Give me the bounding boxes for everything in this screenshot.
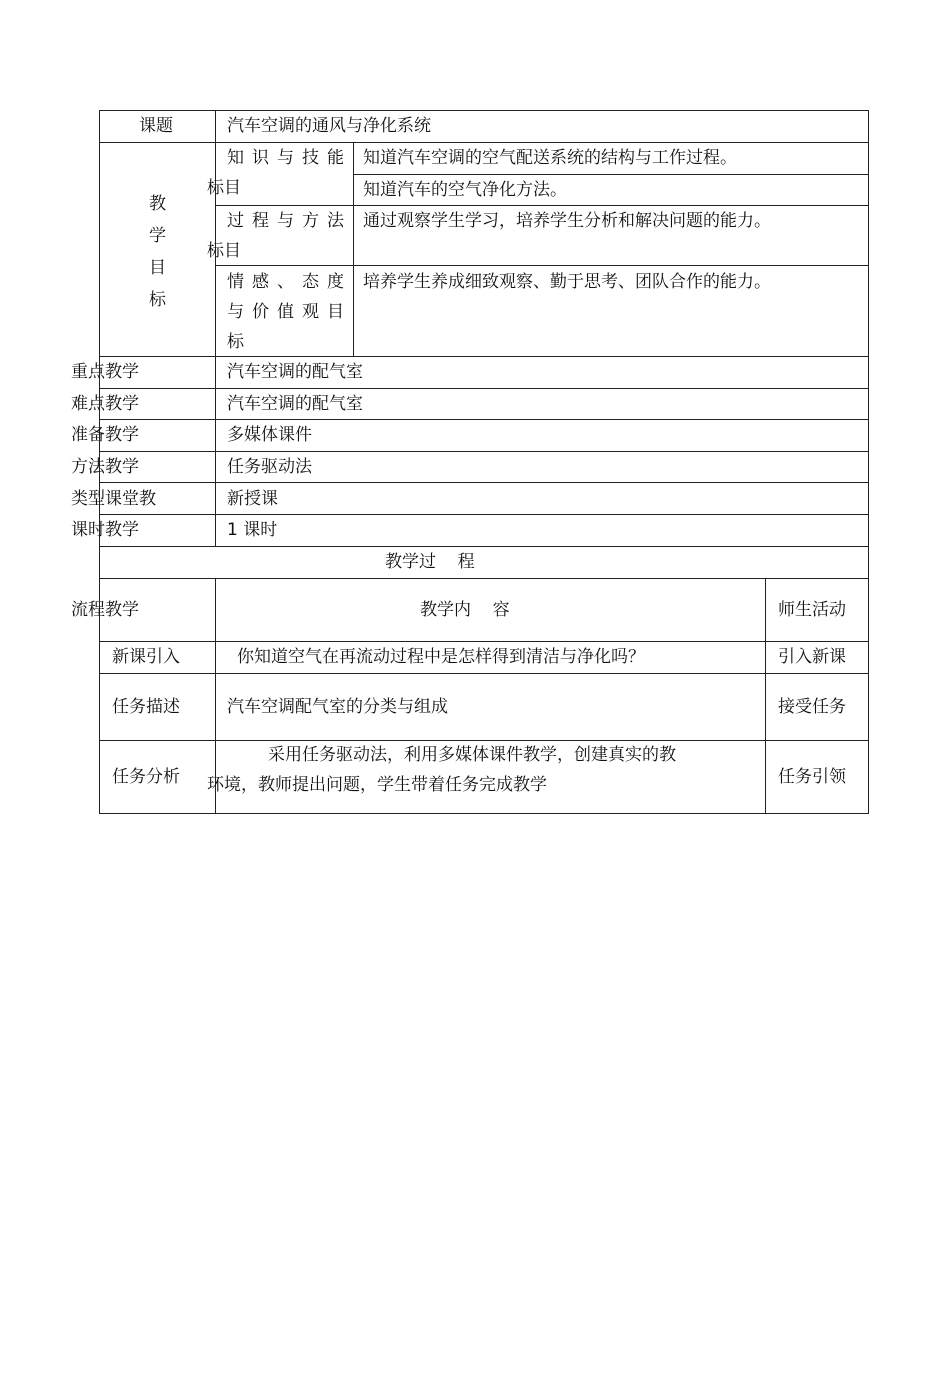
objectives-label-char: 教 [149, 194, 166, 214]
process-objective-label: 过程与方法 [227, 211, 352, 231]
info-row-label: 方法教学 [71, 457, 139, 477]
process-row-content: 采用任务驱动法，利用多媒体课件教学，创建真实的教 [268, 745, 676, 765]
info-row-value: 任务驱动法 [227, 457, 312, 477]
objectives-label-char: 目 [149, 258, 166, 278]
process-objective-text: 通过观察学生学习，培养学生分析和解决问题的能力。 [363, 211, 771, 231]
process-row-stage: 任务描述 [112, 697, 180, 717]
process-row-stage: 新课引入 [112, 647, 180, 667]
objectives-label-char: 学 [149, 226, 166, 246]
process-row-stage: 任务分析 [112, 767, 180, 787]
table-rule [353, 142, 354, 357]
objectives-label-char: 标 [149, 290, 166, 310]
knowledge-objective-label: 知识与技能 [227, 148, 352, 168]
attitude-objective-label-cont: 与价值观目 [227, 302, 352, 322]
knowledge-objective-label-cont: 标目 [207, 178, 241, 198]
table-rule [215, 110, 216, 547]
process-row-content: 汽车空调配气室的分类与组成 [227, 697, 448, 717]
table-rule [353, 174, 869, 175]
info-row-value: 多媒体课件 [227, 425, 312, 445]
process-row-activity: 接受任务 [778, 697, 846, 717]
info-row-label: 准备教学 [71, 425, 139, 445]
attitude-objective-label-end: 标 [227, 332, 244, 352]
table-rule [215, 265, 869, 266]
teaching-process-title: 教学过 程 [385, 552, 475, 572]
table-rule [215, 205, 869, 206]
process-row-activity: 引入新课 [778, 647, 846, 667]
topic-label: 课题 [139, 116, 173, 136]
process-header-flow: 流程教学 [71, 600, 139, 620]
info-row-label: 重点教学 [71, 362, 139, 382]
process-header-content: 教学内 容 [420, 600, 510, 620]
info-row-value: 汽车空调的配气室 [227, 394, 363, 414]
process-objective-label-cont: 标目 [207, 241, 241, 261]
process-header-activity: 师生活动 [778, 600, 846, 620]
table-rule [765, 578, 766, 814]
info-row-value: 新授课 [227, 489, 278, 509]
info-row-label: 类型课堂教 [71, 489, 156, 509]
info-row-label: 课时教学 [71, 520, 139, 540]
info-row-value: 汽车空调的配气室 [227, 362, 363, 382]
attitude-objective-text: 培养学生养成细致观察、勤于思考、团队合作的能力。 [363, 272, 771, 292]
knowledge-objective-item: 知道汽车的空气净化方法。 [363, 180, 567, 200]
process-row-content-cont: 环境，教师提出问题，学生带着任务完成教学 [207, 775, 547, 795]
table-rule [868, 110, 869, 814]
process-row-content: 你知道空气在再流动过程中是怎样得到清洁与净化吗？ [237, 647, 645, 667]
info-row-value: 1 课时 [227, 520, 278, 540]
attitude-objective-label: 情感、态度 [227, 272, 352, 292]
info-row-label: 难点教学 [71, 394, 139, 414]
process-row-activity: 任务引领 [778, 767, 846, 787]
knowledge-objective-item: 知道汽车空调的空气配送系统的结构与工作过程。 [363, 148, 737, 168]
topic-value: 汽车空调的通风与净化系统 [227, 116, 431, 136]
